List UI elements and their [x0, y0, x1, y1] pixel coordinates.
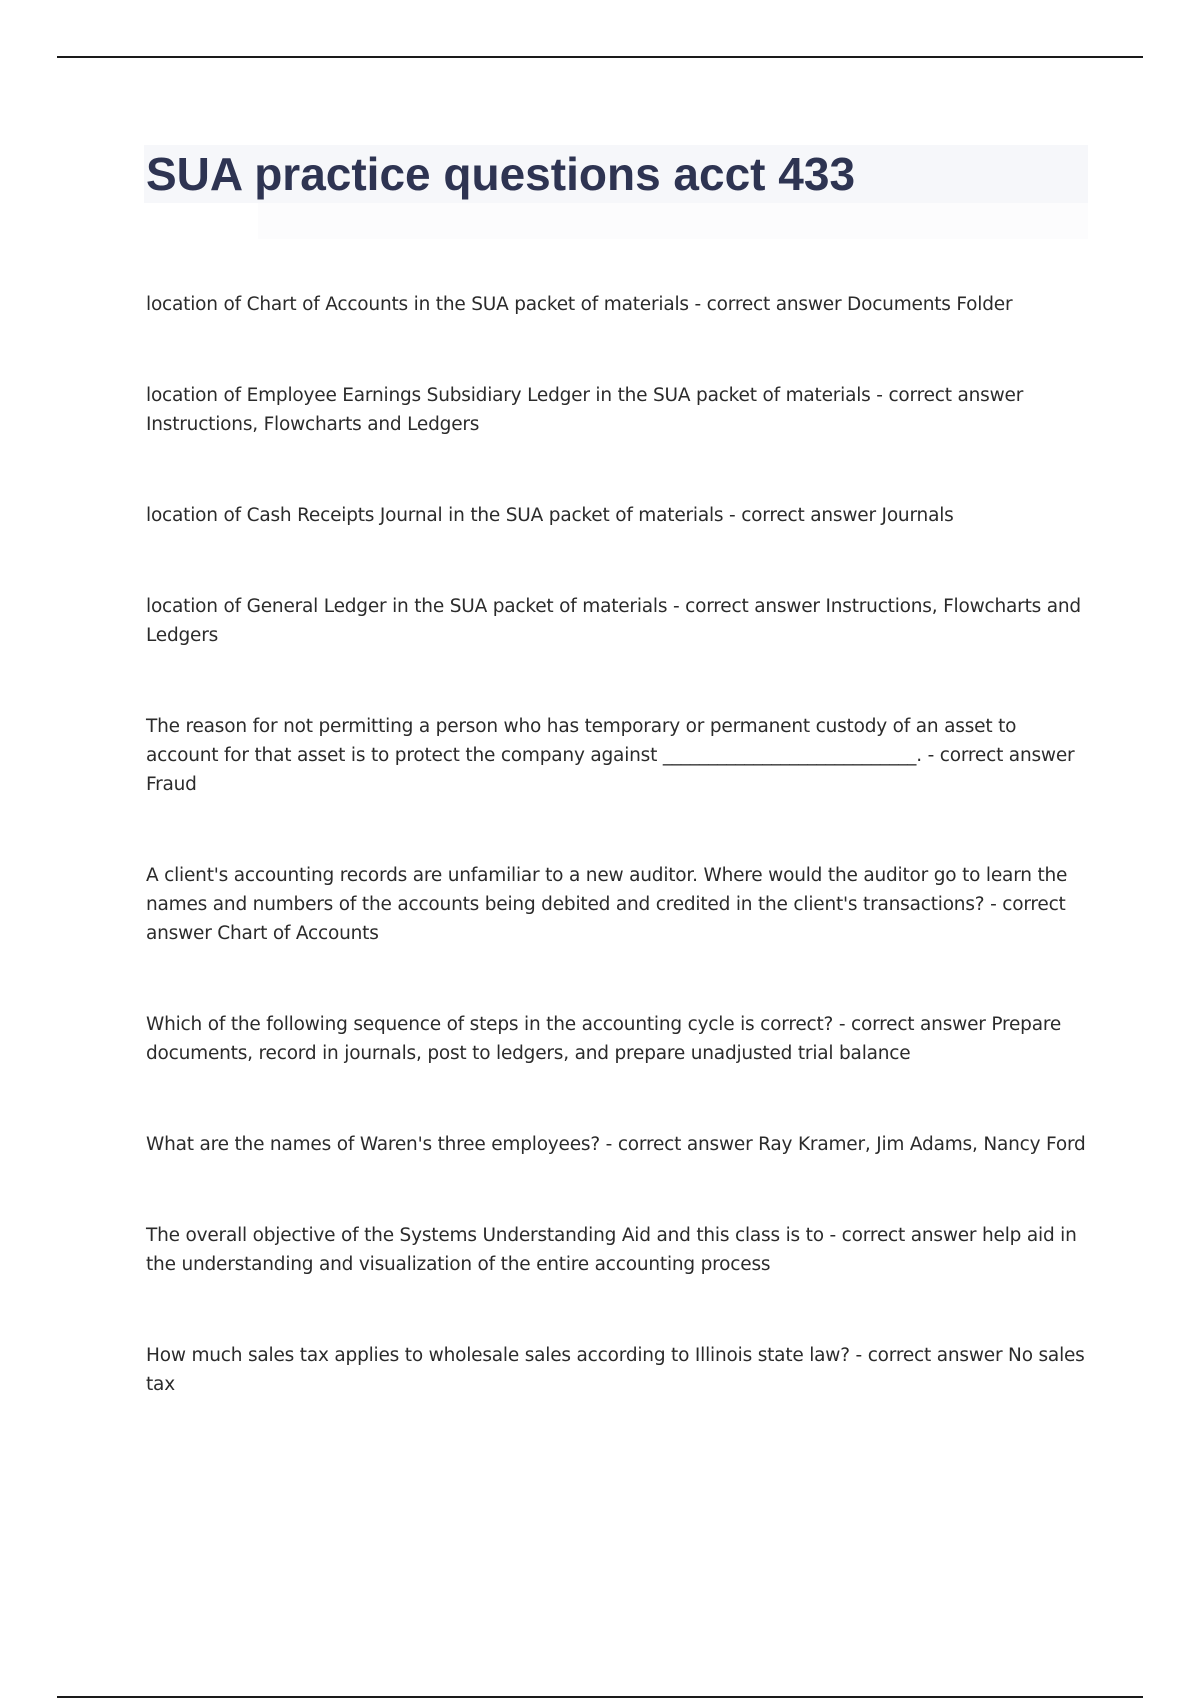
qa-list [146, 290, 1086, 1399]
qa-item: A client's accounting records are unfamiliar to a new auditor. Where would the auditor go to learn the names and numbers of the accounts being debited and credited in the client's transactions? - correct answer Chart of Accounts [146, 865, 1068, 944]
qa-item: Which of the following sequence of steps in the accounting cycle is correct? - correct answer Prepare documents, record in journals, post to ledgers, and prepare unadjusted trial balance [146, 1014, 1062, 1064]
qa-item: location of Cash Receipts Journal in the SUA packet of materials - correct answer Journals [146, 505, 954, 526]
document-title: SUA practice questions acct 433 [146, 148, 856, 200]
title-band-shadow [258, 203, 1088, 239]
top-rule [57, 56, 1143, 58]
bottom-rule [57, 1696, 1143, 1698]
qa-item: location of Employee Earnings Subsidiary Ledger in the SUA packet of materials - correct answer Instructions, Flowcharts and Ledgers [146, 385, 1024, 435]
qa-item: What are the names of Waren's three employees? - correct answer Ray Kramer, Jim Adams, Nancy Ford [146, 1134, 1086, 1155]
qa-item: location of General Ledger in the SUA packet of materials - correct answer Instructions, Flowcharts and Ledgers [146, 596, 1081, 646]
qa-item: The overall objective of the Systems Understanding Aid and this class is to - correct answer help aid in the understanding and visualization of the entire accounting process [146, 1225, 1077, 1275]
qa-item: location of Chart of Accounts in the SUA packet of materials - correct answer Documents Folder [146, 294, 1013, 315]
qa-item: How much sales tax applies to wholesale sales according to Illinois state law? - correct answer No sales tax [146, 1345, 1085, 1395]
qa-item: The reason for not permitting a person who has temporary or permanent custody of an asset to account for that asset is to protect the company against ____________________________. - correct answer Fraud [146, 716, 1075, 795]
